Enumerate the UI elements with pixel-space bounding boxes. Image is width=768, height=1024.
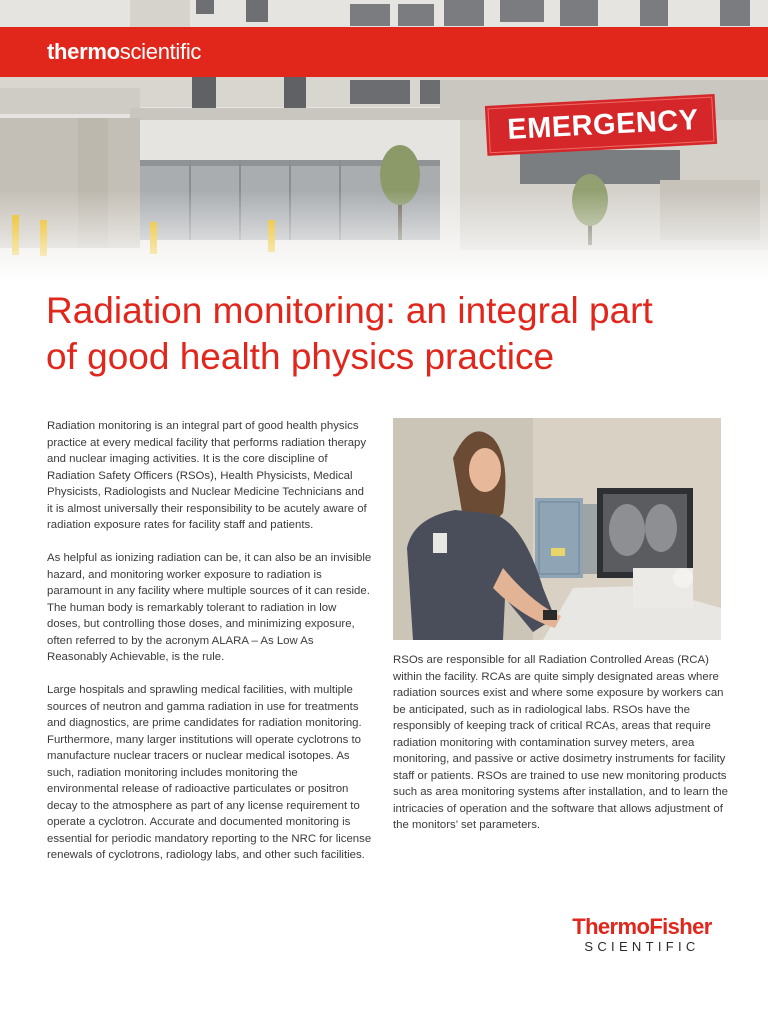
hero-fade [0,190,768,290]
body-paragraph: Radiation monitoring is an integral part of good health physics practice at every medical facility that performs radiation therapy and nuclear imaging activities. It is the core discipline of Radiation Safety Officers (RSOs), Health Physicists, Medical Physicists, Radiologists and Nuclear Medicine Technicians and it is almost universally their responsibility to be acutely aware of radiation exposure rates for facility staff and patients. [47,420,367,531]
left-column [47,418,372,880]
body-paragraph: Large hospitals and sprawling medical facilities, with multiple sources of neutron and gamma radiation in use for treatments and diagnostics, are prime candidates for radiation monitoring. Furthermore, many larger institutions will operate cyclotrons to manufacture nuclear tracers or nuclear medical isotopes. As such, radiation monitoring includes monitoring the environmental release of radioactive particulates or positron decay to the atmosphere as part of any license requirement to operate a cyclotron. Accurate and documented monitoring is essential for periodic mandatory reporting to the NRC for license renewals of cyclotrons, radiology labs, and other such facilities. [47,684,372,861]
footer-logo-bottom: SCIENTIFIC [584,939,700,954]
title-line-2: of good health physics practice [46,336,555,377]
title-line-1: Radiation monitoring: an integral part [46,290,653,331]
technician-illustration [393,418,721,640]
logo-bold-text: thermo [47,39,120,64]
emergency-sign-text: EMERGENCY [506,103,700,146]
right-column [393,652,728,850]
technician-photo [393,418,721,640]
body-paragraph: As helpful as ionizing radiation can be, it can also be an invisible hazard, and monitoring worker exposure to radiation is paramount in any facility where multiple sources of it can reside. The human body is remarkably tolerant to radiation in low doses, but controlling those doses, and minimizing exposure, often referred to by the acronym ALARA – As Low As Reasonably Achievable, is the rule. [47,552,372,663]
thermo-scientific-logo [47,38,201,66]
body-paragraph: RSOs are responsible for all Radiation Controlled Areas (RCA) within the facility. RCAs are quite simply designated areas where radiation sources exist and where some exposure by workers can be anticipated, such as in radiological labs. RSOs have the responsibly of keeping track of critical RCAs, areas that require radiation monitoring with contamination survey meters, area monitoring, and passive or active dosimetry instruments for facility staff or patients. RSOs are trained to use new monitoring products such as area monitoring systems after installation, and to learn the intricacies of operation and the software that allows adjustment of the monitors’ set parameters. [393,654,728,831]
footer-logo-top: ThermoFisher [572,914,712,939]
page-title [46,288,736,380]
logo-light-text: scientific [119,39,202,64]
thermo-fisher-logo [561,914,723,954]
brand-bar [0,27,768,77]
